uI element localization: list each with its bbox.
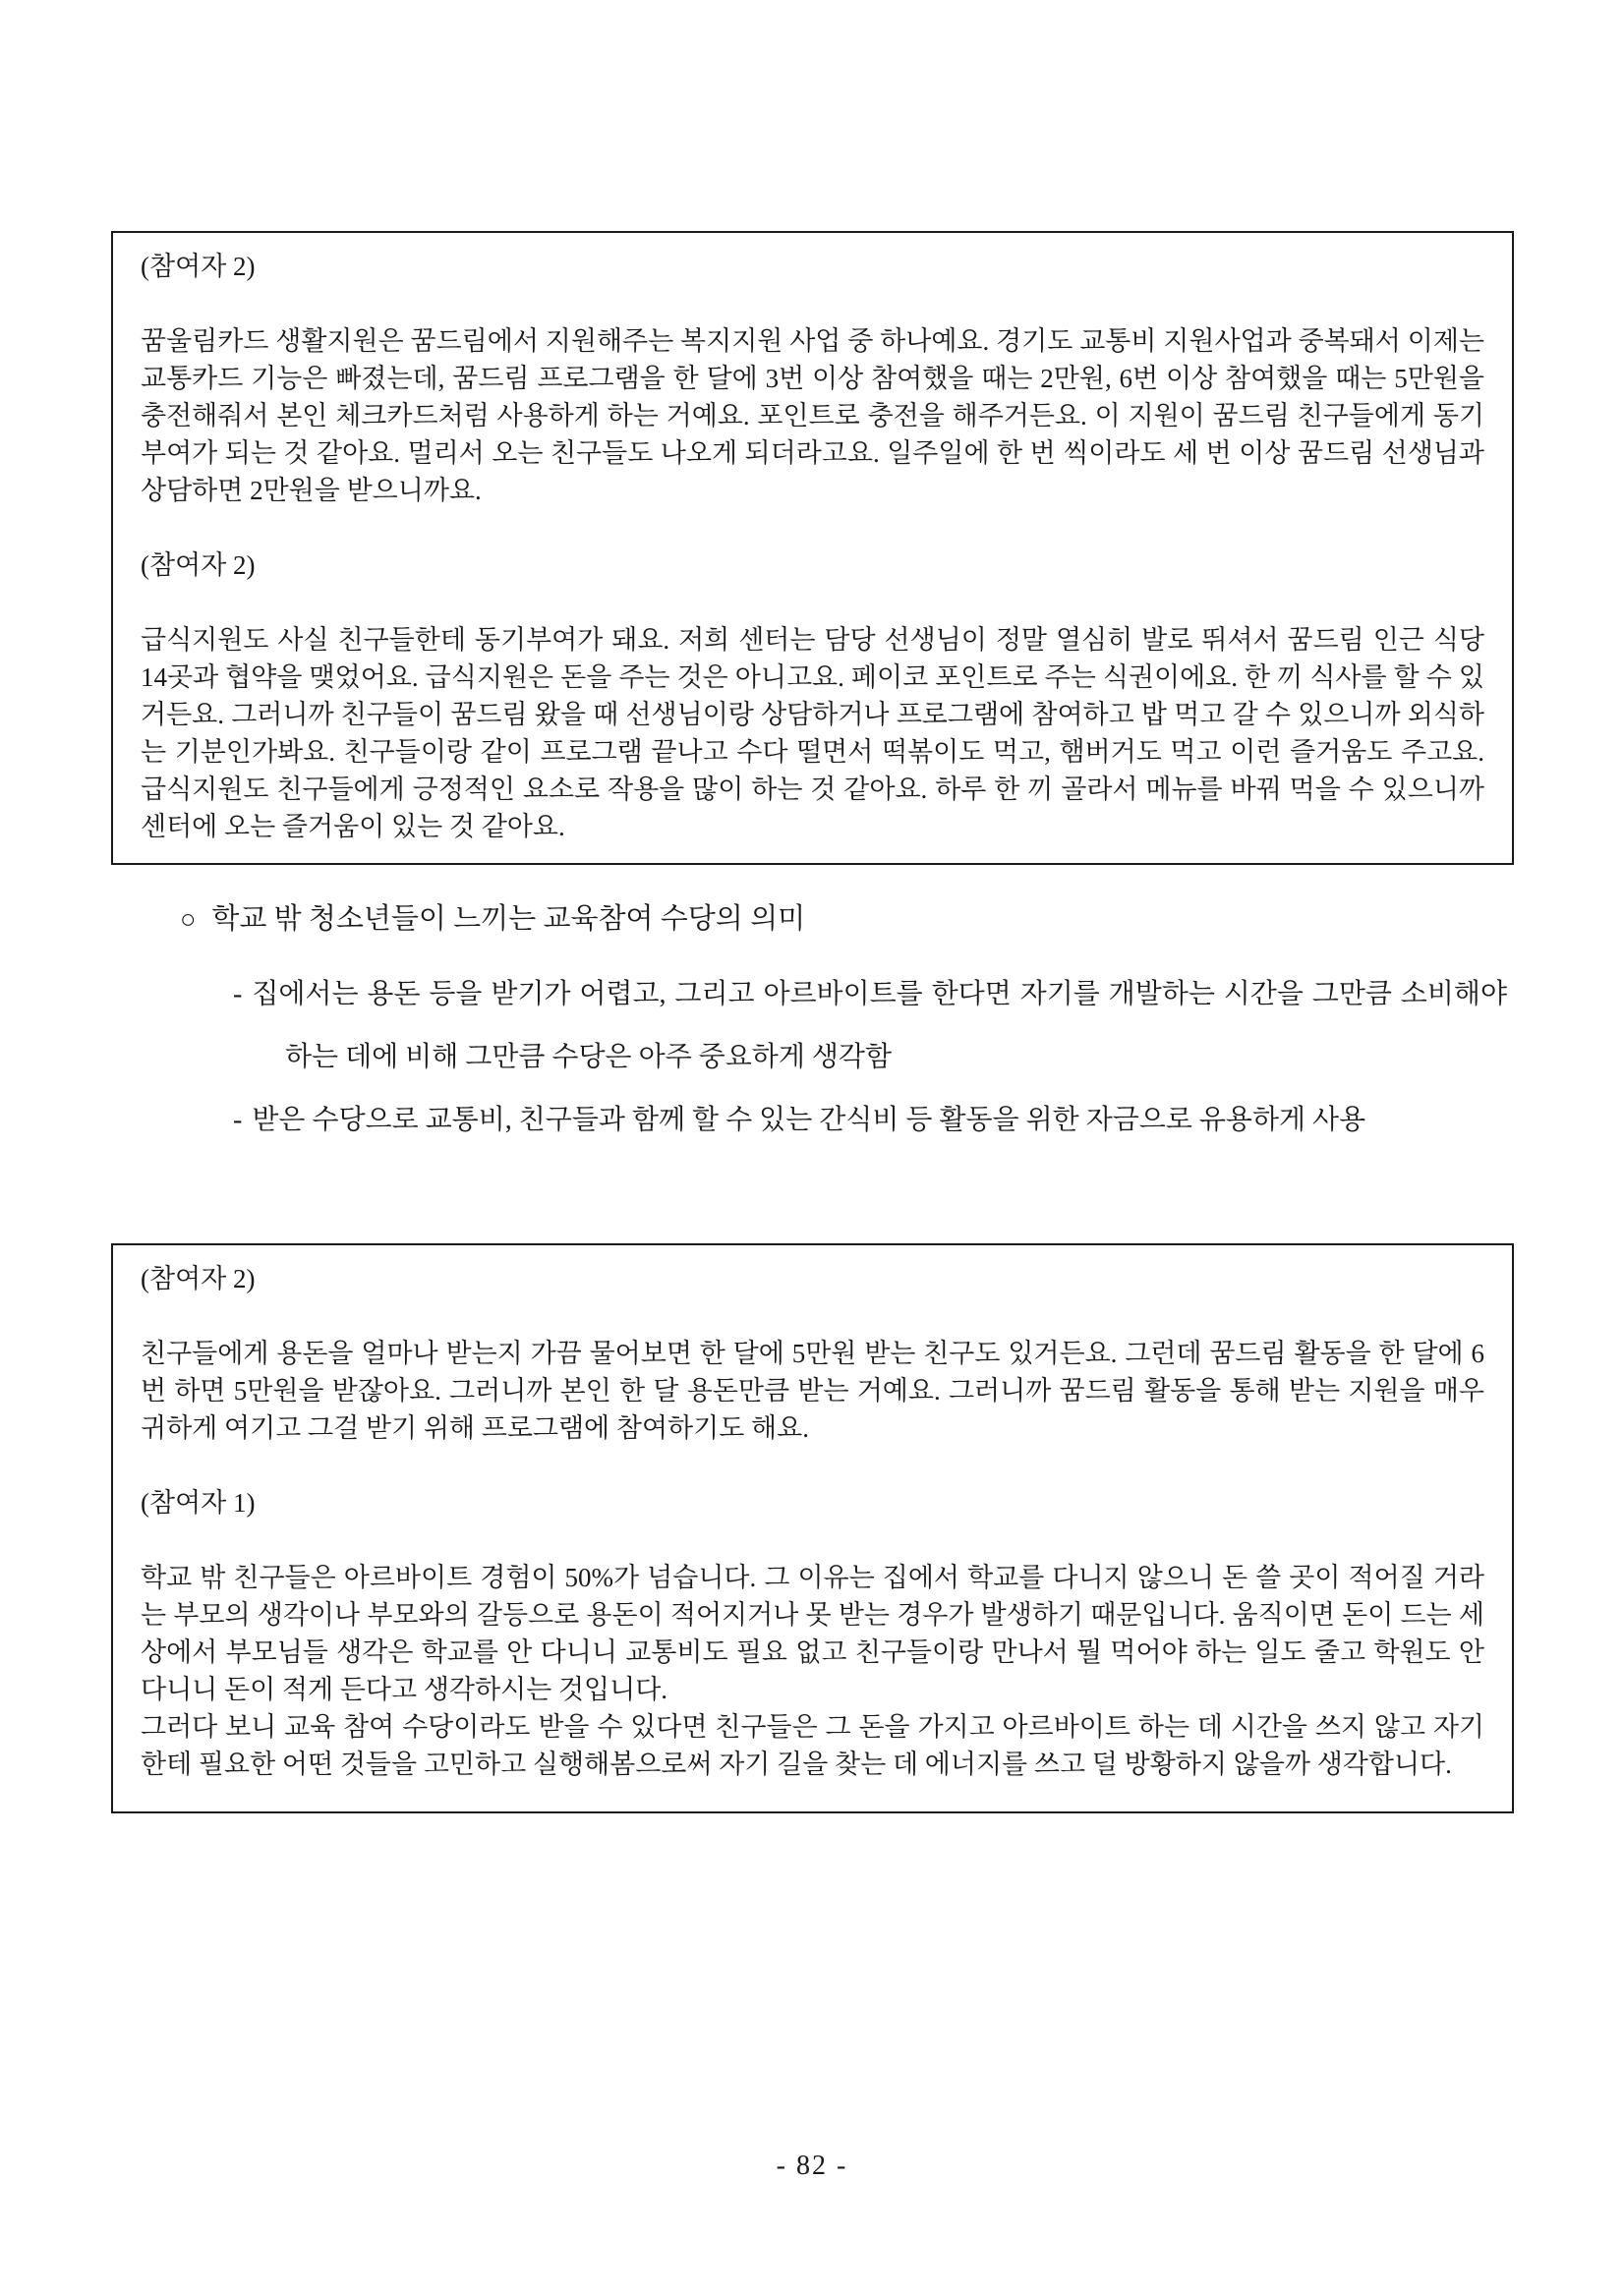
participant-label: (참여자 2) (141, 252, 256, 281)
quote-paragraph: 학교 밖 친구들은 아르바이트 경험이 50%가 넘습니다. 그 이유는 집에서 학교를 다니지 않으니 돈 쓸 곳이 적어질 거라는 부모의 생각이나 부모와의 갈등으로 용돈이 적어지거나 못 받는 경우가 발생하기 때문입니다. 움직이면 돈이 드는 세상에서 부모님들 생각은 학교를 안 다니니 교통비도 필요 없고 친구들이랑 만나서 뭘 먹어야 하는 일도 줄고 학원도 안 다니니 돈이 적게 든다고 생각하시는 것입니다. (141, 1563, 1484, 1704)
bullet-heading-text: 학교 밖 청소년들이 느끼는 교육참여 수당의 의미 (211, 903, 806, 935)
dash-bullet-icon: - (233, 979, 243, 1009)
quote-box-welfare-support (111, 231, 1514, 865)
quote-section (141, 248, 1484, 509)
dash-bullet-icon: - (233, 1105, 243, 1135)
participant-label: (참여자 2) (141, 1264, 256, 1293)
bullet-item (180, 963, 1507, 1089)
bullet-item (180, 1089, 1507, 1152)
quote-section (141, 546, 1484, 845)
bullet-item-text: 집에서는 용돈 등을 받기가 어렵고, 그리고 아르바이트를 한다면 자기를 개발하는 시간을 그만큼 소비해야 하는 데에 비해 그만큼 수당은 아주 중요하게 생각함 (252, 979, 1507, 1072)
page-number: - 82 - (776, 2151, 848, 2181)
bullet-item-text: 받은 수당으로 교통비, 친구들과 함께 할 수 있는 간식비 등 활동을 위한 자금으로 유용하게 사용 (252, 1105, 1366, 1135)
participant-label: (참여자 1) (141, 1488, 256, 1518)
quote-paragraph: 꿈울림카드 생활지원은 꿈드림에서 지원해주는 복지지원 사업 중 하나예요. 경기도 교통비 지원사업과 중복돼서 이제는 교통카드 기능은 빠졌는데, 꿈드림 프로그램을 한 달에 3번 이상 참여했을 때는 2만원, 6번 이상 참여했을 때는 5만원을 충전해줘서 본인 체크카드처럼 사용하게 하는 거예요. 포인트로 충전을 해주거든요. 이 지원이 꿈드림 친구들에게 동기부여가 되는 것 같아요. 멀리서 오는 친구들도 나오게 되더라고요. 일주일에 한 번 씩이라도 세 번 이상 꿈드림 선생님과 상담하면 2만원을 받으니까요. (141, 326, 1484, 505)
bullet-heading (180, 896, 1507, 942)
quote-paragraph: 친구들에게 용돈을 얼마나 받는지 가끔 물어보면 한 달에 5만원 받는 친구도 있거든요. 그런데 꿈드림 활동을 한 달에 6번 하면 5만원을 받잖아요. 그러니까 본인 한 달 용돈만큼 받는 거예요. 그러니까 꿈드림 활동을 통해 받는 지원을 매우 귀하게 여기고 그걸 받기 위해 프로그램에 참여하기도 해요. (141, 1339, 1484, 1443)
quote-paragraph: 그러다 보니 교육 참여 수당이라도 받을 수 있다면 친구들은 그 돈을 가지고 아르바이트 하는 데 시간을 쓰지 않고 자기한테 필요한 어떤 것들을 고민하고 실행해봄으로써 자기 길을 찾는 데 에너지를 쓰고 덜 방황하지 않을까 생각합니다. (141, 1712, 1484, 1779)
circle-bullet-icon: ○ (180, 904, 197, 934)
summary-bullet-section (180, 896, 1507, 1152)
participant-label: (참여자 2) (141, 550, 256, 580)
quote-section (141, 1260, 1484, 1447)
quote-section (141, 1484, 1484, 1783)
quote-paragraph: 급식지원도 사실 친구들한테 동기부여가 돼요. 저희 센터는 담당 선생님이 정말 열심히 발로 뛰셔서 꿈드림 인근 식당 14곳과 협약을 맺었어요. 급식지원은 돈을 주는 것은 아니고요. 페이코 포인트로 주는 식권이에요. 한 끼 식사를 할 수 있거든요. 그러니까 친구들이 꿈드림 왔을 때 선생님이랑 상담하거나 프로그램에 참여하고 밥 먹고 갈 수 있으니까 외식하는 기분인가봐요. 친구들이랑 같이 프로그램 끝나고 수다 떨면서 떡볶이도 먹고, 햄버거도 먹고 이런 즐거움도 주고요. 급식지원도 친구들에게 긍정적인 요소로 작용을 많이 하는 것 같아요. 하루 한 끼 골라서 메뉴를 바꿔 먹을 수 있으니까 센터에 오는 즐거움이 있는 것 같아요. (141, 625, 1484, 841)
quote-box-allowance (111, 1243, 1514, 1813)
